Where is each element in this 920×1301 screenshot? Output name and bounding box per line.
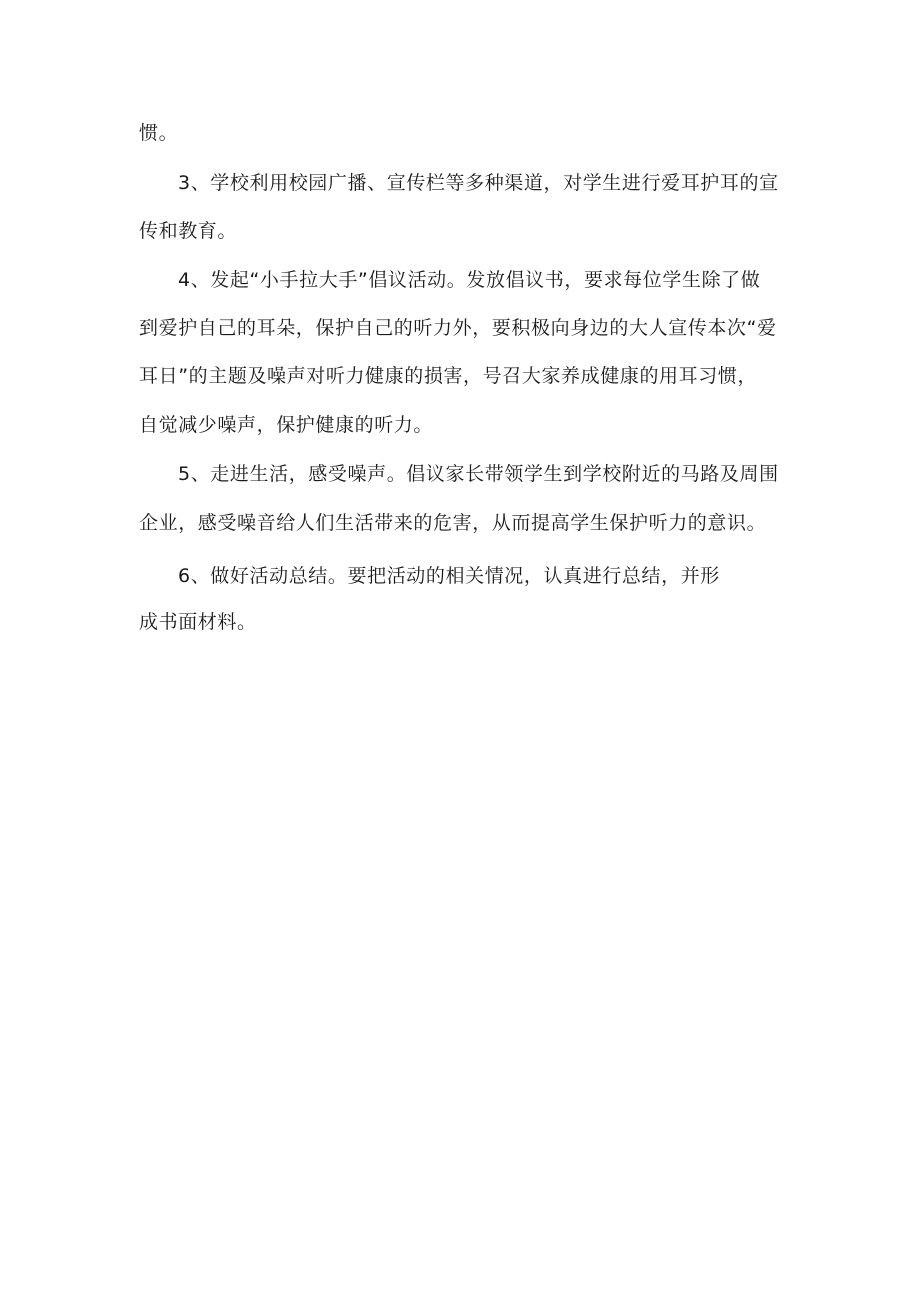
text-line-5: 到爱护自己的耳朵，保护自己的听力外，要积极向身边的大人宣传本次“爱 (139, 317, 777, 339)
text-line-1: 惯。 (139, 122, 179, 144)
text-line-2: 3、学校利用校园广播、宣传栏等多种渠道，对学生进行爱耳护耳的宣 (178, 172, 779, 194)
text-line-10: 6、做好活动总结。要把活动的相关情况，认真进行总结，并形 (178, 565, 720, 587)
text-line-9: 企业，感受噪音给人们生活带来的危害，从而提高学生保护听力的意识。 (139, 512, 767, 534)
text-line-11: 成书面材料。 (139, 611, 257, 633)
text-line-8: 5、走进生活，感受噪声。倡议家长带领学生到学校附近的马路及周围 (178, 463, 779, 485)
text-line-7: 自觉减少噪声，保护健康的听力。 (139, 414, 434, 436)
text-line-3: 传和教育。 (139, 220, 238, 242)
text-line-4: 4、发起“小手拉大手”倡议活动。发放倡议书，要求每位学生除了做 (178, 269, 761, 291)
text-line-6: 耳日”的主题及噪声对听力健康的损害，号召大家养成健康的用耳习惯， (139, 365, 758, 387)
